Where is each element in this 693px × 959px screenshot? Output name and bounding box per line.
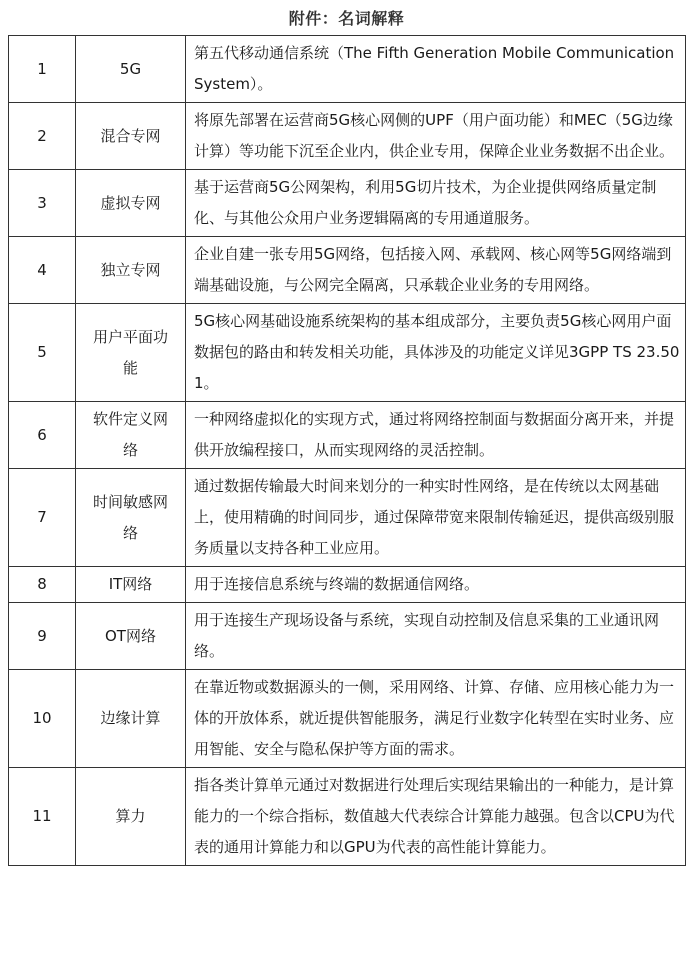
term-label: IT网络: [108, 575, 153, 593]
term-cell: [76, 304, 186, 402]
term-label: 虚拟专网: [100, 193, 161, 212]
definition-cell: 第五代移动通信系统（The Fifth Generation Mobile Communication System）。: [186, 36, 686, 103]
table-row: [9, 768, 686, 866]
definition-cell: 基于运营商5G公网架构，利用5G切片技术，为企业提供网络质量定制化、与其他公众用户业务逻辑隔离的专用通道服务。: [186, 170, 686, 237]
table-row: [9, 603, 686, 670]
term-cell: [76, 603, 186, 670]
row-number: 9: [9, 603, 76, 670]
term-cell: [76, 170, 186, 237]
term-cell: [76, 670, 186, 768]
term-label: 独立专网: [100, 260, 161, 279]
table-row: [9, 170, 686, 237]
definition-cell: 指各类计算单元通过对数据进行处理后实现结果输出的一种能力，是计算能力的一个综合指标，数值越大代表综合计算能力越强。包含以CPU为代表的通用计算能力和以GPU为代表的高性能计算能力。: [186, 768, 686, 866]
row-number: 1: [9, 36, 76, 103]
row-number: 4: [9, 237, 76, 304]
term-cell: [76, 768, 186, 866]
row-number: 3: [9, 170, 76, 237]
term-label: 时间敏感网络: [92, 492, 168, 542]
table-row: [9, 567, 686, 603]
definition-cell: 5G核心网基础设施系统架构的基本组成部分，主要负责5G核心网用户面数据包的路由和转发相关功能，具体涉及的功能定义详见3GPP TS 23.501。: [186, 304, 686, 402]
page-title: 附件：名词解释: [288, 9, 405, 28]
row-number: 10: [9, 670, 76, 768]
table-row: [9, 36, 686, 103]
term-label: 用户平面功能: [92, 327, 168, 377]
row-number: 7: [9, 469, 76, 567]
table-row: [9, 402, 686, 469]
row-number: 8: [9, 567, 76, 603]
term-label: OT网络: [105, 626, 156, 645]
term-label: 5G: [119, 59, 142, 78]
table-row: [9, 237, 686, 304]
term-label: 边缘计算: [100, 709, 161, 727]
table-row: [9, 469, 686, 567]
row-number: 6: [9, 402, 76, 469]
glossary-table-body: [9, 36, 686, 866]
glossary-table: [8, 35, 686, 866]
definition-cell: 用于连接生产现场设备与系统，实现自动控制及信息采集的工业通讯网络。: [186, 603, 686, 670]
term-cell: [76, 402, 186, 469]
term-cell: [76, 469, 186, 567]
term-cell: [76, 237, 186, 304]
definition-cell: 将原先部署在运营商5G核心网侧的UPF（用户面功能）和MEC（5G边缘计算）等功能下沉至企业内，供企业专用，保障企业业务数据不出企业。: [186, 103, 686, 170]
term-label: 混合专网: [100, 126, 161, 145]
table-row: [9, 103, 686, 170]
row-number: 11: [9, 768, 76, 866]
definition-cell: 一种网络虚拟化的实现方式，通过将网络控制面与数据面分离开来，并提供开放编程接口，从而实现网络的灵活控制。: [186, 402, 686, 469]
table-row: [9, 670, 686, 768]
row-number: 5: [9, 304, 76, 402]
definition-cell: 通过数据传输最大时间来划分的一种实时性网络，是在传统以太网基础上，使用精确的时间同步，通过保障带宽来限制传输延迟，提供高级别服务质量以支持各种工业应用。: [186, 469, 686, 567]
term-cell: [76, 567, 186, 603]
term-cell: [76, 36, 186, 103]
term-label: 软件定义网络: [92, 410, 168, 459]
definition-cell: 在靠近物或数据源头的一侧，采用网络、计算、存储、应用核心能力为一体的开放体系，就近提供智能服务，满足行业数字化转型在实时业务、应用智能、安全与隐私保护等方面的需求。: [186, 670, 686, 768]
term-label: 算力: [115, 807, 146, 825]
row-number: 2: [9, 103, 76, 170]
table-row: [9, 304, 686, 402]
term-cell: [76, 103, 186, 170]
definition-cell: 用于连接信息系统与终端的数据通信网络。: [186, 567, 686, 603]
definition-cell: 企业自建一张专用5G网络，包括接入网、承载网、核心网等5G网络端到端基础设施，与公网完全隔离，只承载企业业务的专用网络。: [186, 237, 686, 304]
